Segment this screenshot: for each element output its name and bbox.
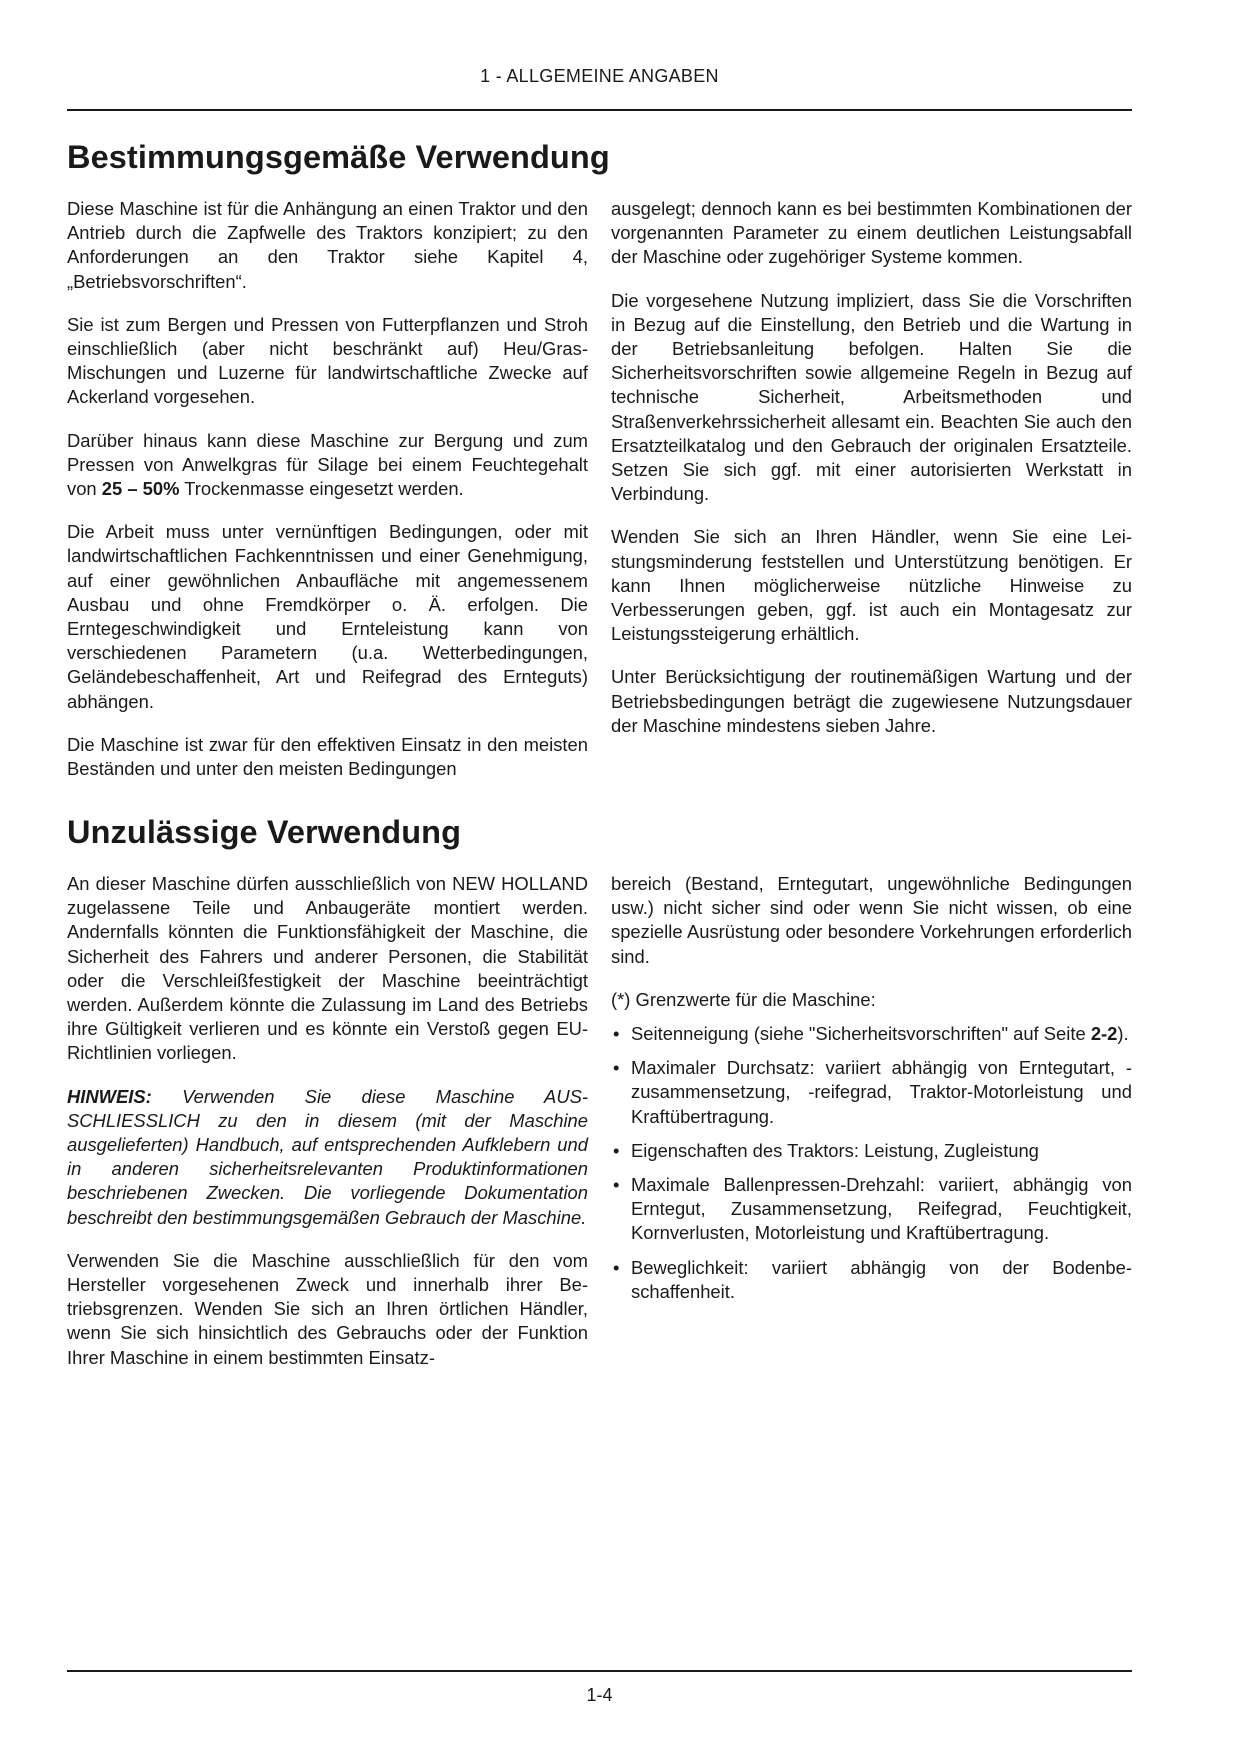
list-item: • Maximale Ballenpressen-Drehzahl: variiert, abhängig von Erntegut, Zusammensetzung, Reifegrad, Feuchtigkeit, Kornverlusten, Motorleistung und Kraftübertragung. <box>613 1174 1132 1244</box>
paragraph: An dieser Maschine dürfen ausschließlich von NEW HOLLAND zugelassene Teile und Anbaugeräte montiert werden. Andernfalls könnten die Funktionsfähigkeit der Maschine, die Sicherheit des Fahrers und anderer Personen, die Stabilität oder die Verschleißfestigkeit der Maschine beeinträchtigt werden. Außerdem könnte die Zulassung im Land des Betriebs ihre Gültigkeit verlieren und es könnte ein Verstoß gegen EU-Richtlinien vorliegen. <box>67 873 588 1064</box>
list-item: • Seitenneigung (siehe "Sicherheitsvorschriften" auf Seite 2-2). <box>611 1022 1132 1046</box>
moisture-range: 25 – 50% <box>101 478 180 500</box>
bullet-icon: • <box>613 1139 620 1161</box>
hint-label: HINWEIS: <box>67 1085 152 1107</box>
paragraph-moisture: Darüber hinaus kann diese Maschine zur Bergung und zum Pressen von Anwelkgras für Silage bei einem Feuchtegehalt von 25 – 50% Trockenmasse eingesetzt werden. <box>67 429 588 500</box>
intended-use-right-column <box>611 197 1132 757</box>
footer-rule <box>67 1670 1132 1672</box>
paragraph: Wenden Sie sich an Ihren Händler, wenn Sie eine Leistungsminderung feststellen und Unterstützung benötigen. Er kann Ihnen möglicherweise nützliche Hinweise zu Verbesserungen geben, ggf. ist auch ein Montagesatz zur Leistungssteigerung erhältlich. <box>611 526 1132 645</box>
paragraph: Die Arbeit muss unter vernünftigen Bedingungen, oder mit landwirtschaftlichen Fachkenntnissen und einer Genehmigung, auf einer gewöhnlichen Anbaufläche mit angemessenem Ausbau und ohne Fremdkörper o. Ä. erfolgen. Die Erntegeschwindigkeit und Ernteleistung kann von verschiedenen Parametern (u.a. Wetterbedingungen, Geländebeschaffenheit, Art und Reifegrad des Ernteguts) abhängen. <box>67 521 588 712</box>
list-item: • Maximaler Durchsatz: variiert abhängig von Erntegutart, -zusammensetzung, -reifegrad, Traktor-Motorleistung und Kraftübertragung. <box>613 1057 1132 1127</box>
intended-use-left-column <box>67 197 588 800</box>
list-item: • Eigenschaften des Traktors: Leistung, Zugleistung <box>611 1139 1132 1163</box>
page-number: 1-4 <box>586 1685 613 1705</box>
improper-use-right-column <box>611 872 1132 1314</box>
hint-note: HINWEIS: Verwenden Sie diese Maschine AUSSCHLIESSLICH zu den in diesem (mit der Maschine ausgelieferten) Handbuch, auf entsprechenden Aufklebern und in anderen sicherheitsrelevanten Produktinformationen beschriebenen Zwecken. Die vorliegende Dokumentation beschreibt den bestimmungsgemäßen Gebrauch der Maschine. <box>67 1085 588 1228</box>
paragraph: bereich (Bestand, Erntegutart, ungewöhnliche Bedingungen usw.) nicht sicher sind oder wenn Sie nicht wissen, ob eine spezielle Ausrüstung oder besondere Vorkehrungen erforderlich sind. <box>611 873 1132 967</box>
bullet-icon: • <box>613 1023 620 1045</box>
paragraph: Unter Berücksichtigung der routinemäßigen Wartung und der Betriebsbedingungen beträgt die zugewiesene Nutzungsdauer der Maschine mindestens sieben Jahre. <box>611 666 1132 736</box>
paragraph: Verwenden Sie die Maschine ausschließlich für den vom Hersteller vorgesehenen Zweck und innerhalb ihrer Betriebsgrenzen. Wenden Sie sich an Ihren örtlichen Händler, wenn Sie sich hinsichtlich des Gebrauchs oder der Funktion Ihrer Maschine in einem bestimmten Einsatz- <box>67 1249 588 1368</box>
bullet-icon: • <box>613 1174 620 1196</box>
paragraph: Die Maschine ist zwar für den effektiven Einsatz in den meisten Beständen und unter den meisten Bedingungen <box>67 733 588 780</box>
paragraph: Die vorgesehene Nutzung impliziert, dass Sie die Vorschriften in Bezug auf die Einstellung, den Betrieb und die Wartung in der Betriebsanleitung befolgen. Halten Sie die Sicherheitsvorschriften sowie allgemeine Regeln in Bezug auf technische Sicherheit, Arbeitsmethoden und Straßenverkehrssicherheit allesamt ein. Beachten Sie auch den Ersatzteilkatalog und den Gebrauch der originalen Ersatzteile. Setzen Sie sich ggf. mit einer autorisierten Werkstatt in Verbindung. <box>611 289 1132 505</box>
list-item: • Beweglichkeit: variiert abhängig von der Bodenbeschaffenheit. <box>613 1256 1132 1302</box>
bullet-icon: • <box>613 1057 620 1079</box>
paragraph: ausgelegt; dennoch kann es bei bestimmten Kombinationen der vorgenannten Parameter zu einem deutlichen Leistungsabfall der Maschine oder zugehöriger Systeme kommen. <box>611 198 1132 268</box>
limits-list <box>611 1022 1132 1304</box>
paragraph: Sie ist zum Bergen und Pressen von Futterpflanzen und Stroh einschließlich (aber nicht beschränkt auf) Heu/Gras-Mischungen und Luzerne für landwirtschaftliche Zwecke auf Ackerland vorgesehen. <box>67 313 588 408</box>
limits-intro: (*) Grenzwerte für die Maschine: <box>611 988 876 1010</box>
bullet-icon: • <box>613 1256 620 1278</box>
paragraph: Diese Maschine ist für die Anhängung an einen Traktor und den Antrieb durch die Zapfwelle des Traktors konzipiert; zu den Anforderungen an den Traktor siehe Kapitel 4, „Betriebsvorschriften“. <box>67 198 588 292</box>
improper-use-left-column <box>67 872 588 1389</box>
header-rule <box>67 109 1132 111</box>
page-header: 1 - ALLGEMEINE ANGABEN <box>480 66 719 86</box>
page-reference: 2-2 <box>1090 1023 1118 1045</box>
section-title-improper-use: Unzulässige Verwendung <box>67 814 462 850</box>
section-title-intended-use: Bestimmungsgemäße Verwendung <box>67 139 610 175</box>
